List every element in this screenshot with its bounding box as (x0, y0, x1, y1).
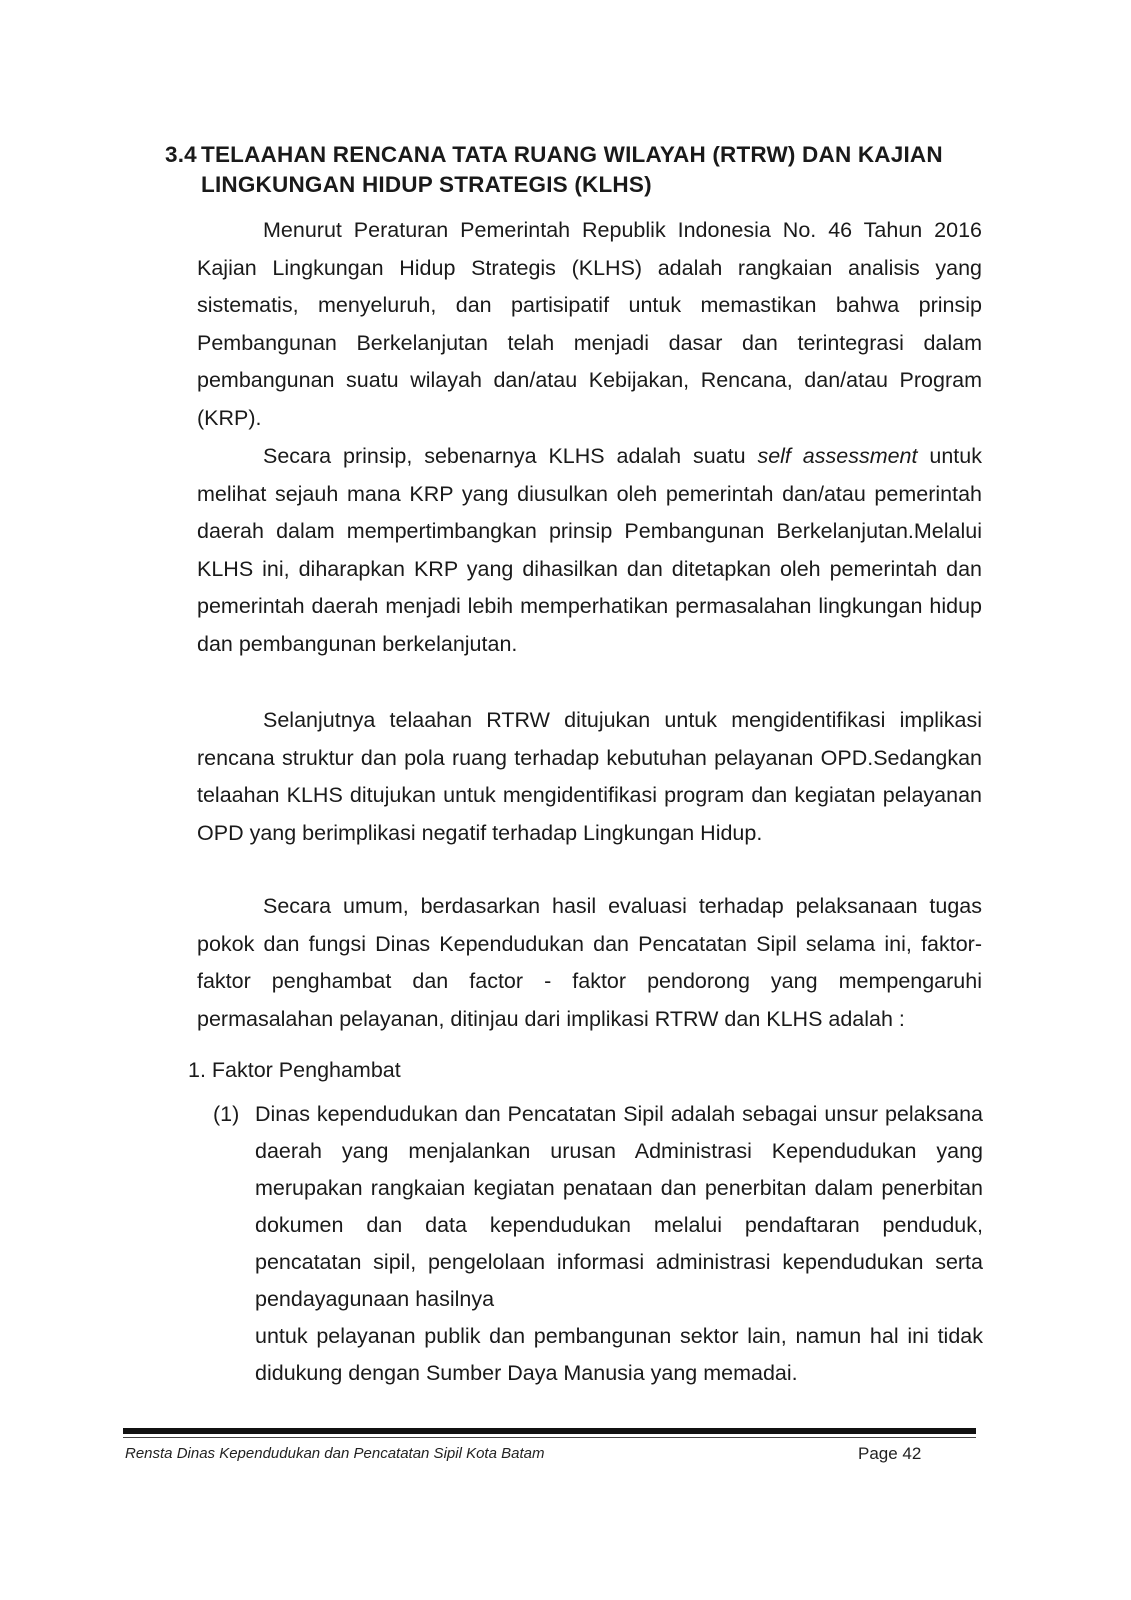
paragraph-klhs-principle (197, 438, 982, 663)
list-item-marker: (1) (213, 1102, 240, 1126)
section-title-line1: TELAAHAN RENCANA TATA RUANG WILAYAH (RTRW) DAN KAJIAN (201, 142, 943, 167)
footer-page-number: Page 42 (858, 1444, 922, 1463)
paragraph-1-text: Menurut Peraturan Pemerintah Republik Indonesia No. 46 Tahun 2016 Kajian Lingkungan Hidup Strategis (KLHS) adalah rangkaian analisis yang sistematis, menyeluruh, dan partisipatif untuk memastikan bahwa prinsip Pembangunan Berkelanjutan telah menjadi dasar dan terintegrasi dalam pembangunan suatu wilayah dan/atau Kebijakan, Rencana, dan/atau Program (KRP). (197, 218, 982, 430)
paragraph-evaluation (197, 888, 982, 1038)
paragraph-2-text-start: Secara prinsip, sebenarnya KLHS adalah suatu (263, 444, 758, 468)
footer-divider-thin (123, 1437, 976, 1438)
footer-divider (123, 1428, 976, 1434)
paragraph-4-text: Secara umum, berdasarkan hasil evaluasi terhadap pelaksanaan tugas pokok dan fungsi Dinas Kependudukan dan Pencatatan Sipil selama ini, faktor-faktor penghambat dan factor - faktor pendorong yang mempengaruhi permasalahan pelayanan, ditinjau dari implikasi RTRW dan KLHS adalah : (197, 894, 982, 1031)
list-item-text-part1: Dinas kependudukan dan Pencatatan Sipil adalah sebagai unsur pelaksana daerah yang menjalankan urusan Administrasi Kependudukan yang merupakan rangkaian kegiatan penataan dan penerbitan dalam penerbitan dokumen dan data kependudukan melalui pendaftaran penduduk, pencatatan sipil, pengelolaan informasi administrasi kependudukan serta pendayagunaan hasilnya (255, 1102, 983, 1311)
list-item-body (255, 1096, 983, 1392)
list-item-text-part2: untuk pelayanan publik dan pembangunan sektor lain, namun hal ini tidak didukung dengan Sumber Daya Manusia yang memadai. (255, 1324, 983, 1385)
list-item (213, 1096, 983, 1392)
section-number: 3.4 (165, 142, 197, 167)
section-title-line2: LINGKUNGAN HIDUP STRATEGIS (KLHS) (201, 172, 652, 197)
paragraph-rtrw-review (197, 702, 982, 852)
paragraph-2-italic-term: self assessment (757, 444, 918, 468)
footer-document-title: Rensta Dinas Kependudukan dan Pencatatan Sipil Kota Batam (125, 1445, 545, 1462)
paragraph-2-text-end: untuk melihat sejauh mana KRP yang diusulkan oleh pemerintah dan/atau pemerintah daerah dalam mempertimbangkan prinsip Pembangunan Berkelanjutan.Melalui KLHS ini, diharapkan KRP yang dihasilkan dan ditetapkan oleh pemerintah dan pemerintah daerah menjadi lebih memperhatikan permasalahan lingkungan hidup dan pembangunan berkelanjutan. (197, 444, 982, 656)
paragraph-klhs-definition (197, 212, 982, 437)
list-heading-inhibiting-factors: 1. Faktor Penghambat (188, 1058, 401, 1082)
section-heading (165, 140, 985, 200)
paragraph-3-text: Selanjutnya telaahan RTRW ditujukan untuk mengidentifikasi implikasi rencana struktur dan pola ruang terhadap kebutuhan pelayanan OPD.Sedangkan telaahan KLHS ditujukan untuk mengidentifikasi program dan kegiatan pelayanan OPD yang berimplikasi negatif terhadap Lingkungan Hidup. (197, 708, 982, 845)
